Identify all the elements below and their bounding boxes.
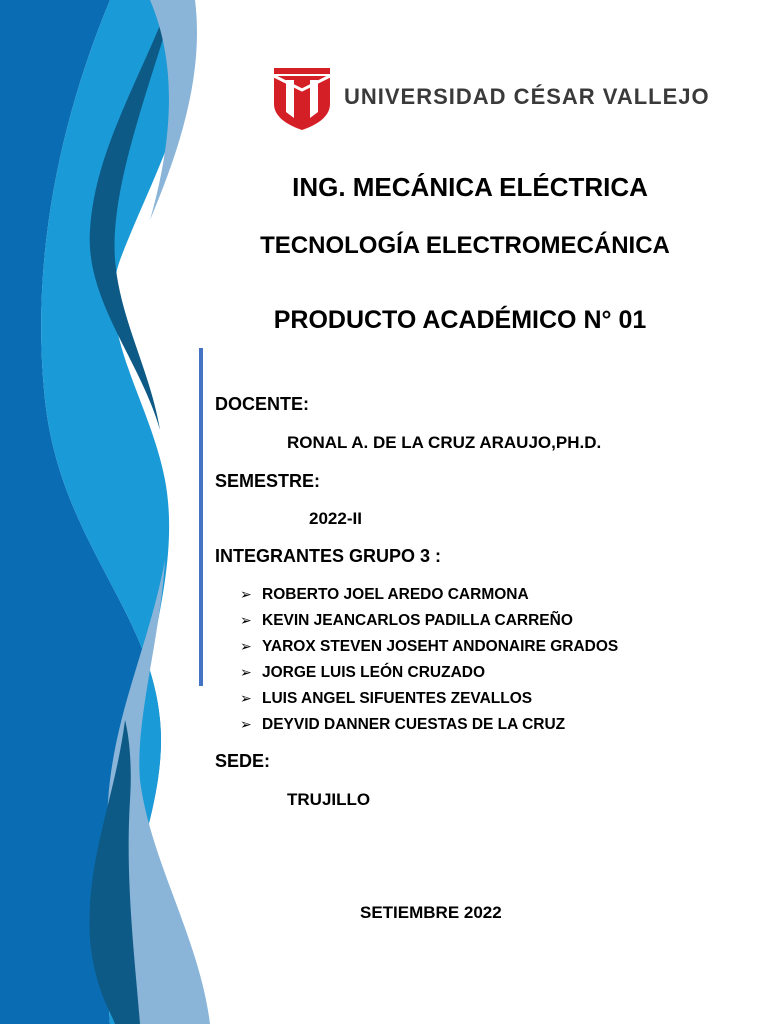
semestre-label: SEMESTRE: (215, 471, 321, 491)
product-title: PRODUCTO ACADÉMICO N° 01 (273, 306, 647, 334)
arrow-bullet-icon: ➢ (240, 612, 252, 628)
member-name: LUIS ANGEL SIFUENTES ZEVALLOS (262, 690, 533, 707)
university-name: UNIVERSIDAD CÉSAR VALLEJO (344, 84, 710, 109)
member-name: JORGE LUIS LEÓN CRUZADO (262, 664, 486, 681)
arrow-bullet-icon: ➢ (240, 638, 252, 654)
list-item (240, 610, 618, 636)
list-item (240, 662, 618, 688)
member-name: DEYVID DANNER CUESTAS DE LA CRUZ (262, 716, 566, 733)
career-title: ING. MECÁNICA ELÉCTRICA (292, 172, 648, 202)
decorative-blue-waves (0, 0, 240, 1024)
arrow-bullet-icon: ➢ (240, 664, 252, 680)
docente-label: DOCENTE: (215, 394, 309, 414)
arrow-bullet-icon: ➢ (240, 716, 252, 732)
list-item (240, 688, 618, 714)
list-item (240, 636, 618, 662)
accent-vertical-line (199, 348, 203, 686)
members-list (240, 584, 618, 740)
sede-value: TRUJILLO (287, 790, 371, 809)
semestre-value: 2022-II (309, 509, 362, 528)
course-title: TECNOLOGÍA ELECTROMECÁNICA (260, 232, 670, 259)
member-name: ROBERTO JOEL AREDO CARMONA (262, 586, 529, 603)
docente-value: RONAL A. DE LA CRUZ ARAUJO,PH.D. (287, 433, 602, 452)
date-text: SETIEMBRE 2022 (360, 903, 502, 922)
university-logo (272, 66, 710, 132)
list-item (240, 714, 618, 740)
member-name: KEVIN JEANCARLOS PADILLA CARREÑO (262, 612, 573, 629)
arrow-bullet-icon: ➢ (240, 586, 252, 602)
integrantes-label: INTEGRANTES GRUPO 3 : (215, 546, 442, 566)
arrow-bullet-icon: ➢ (240, 690, 252, 706)
university-shield-icon (272, 66, 332, 132)
member-name: YAROX STEVEN JOSEHT ANDONAIRE GRADOS (262, 638, 619, 655)
list-item (240, 584, 618, 610)
sede-label: SEDE: (215, 751, 271, 771)
